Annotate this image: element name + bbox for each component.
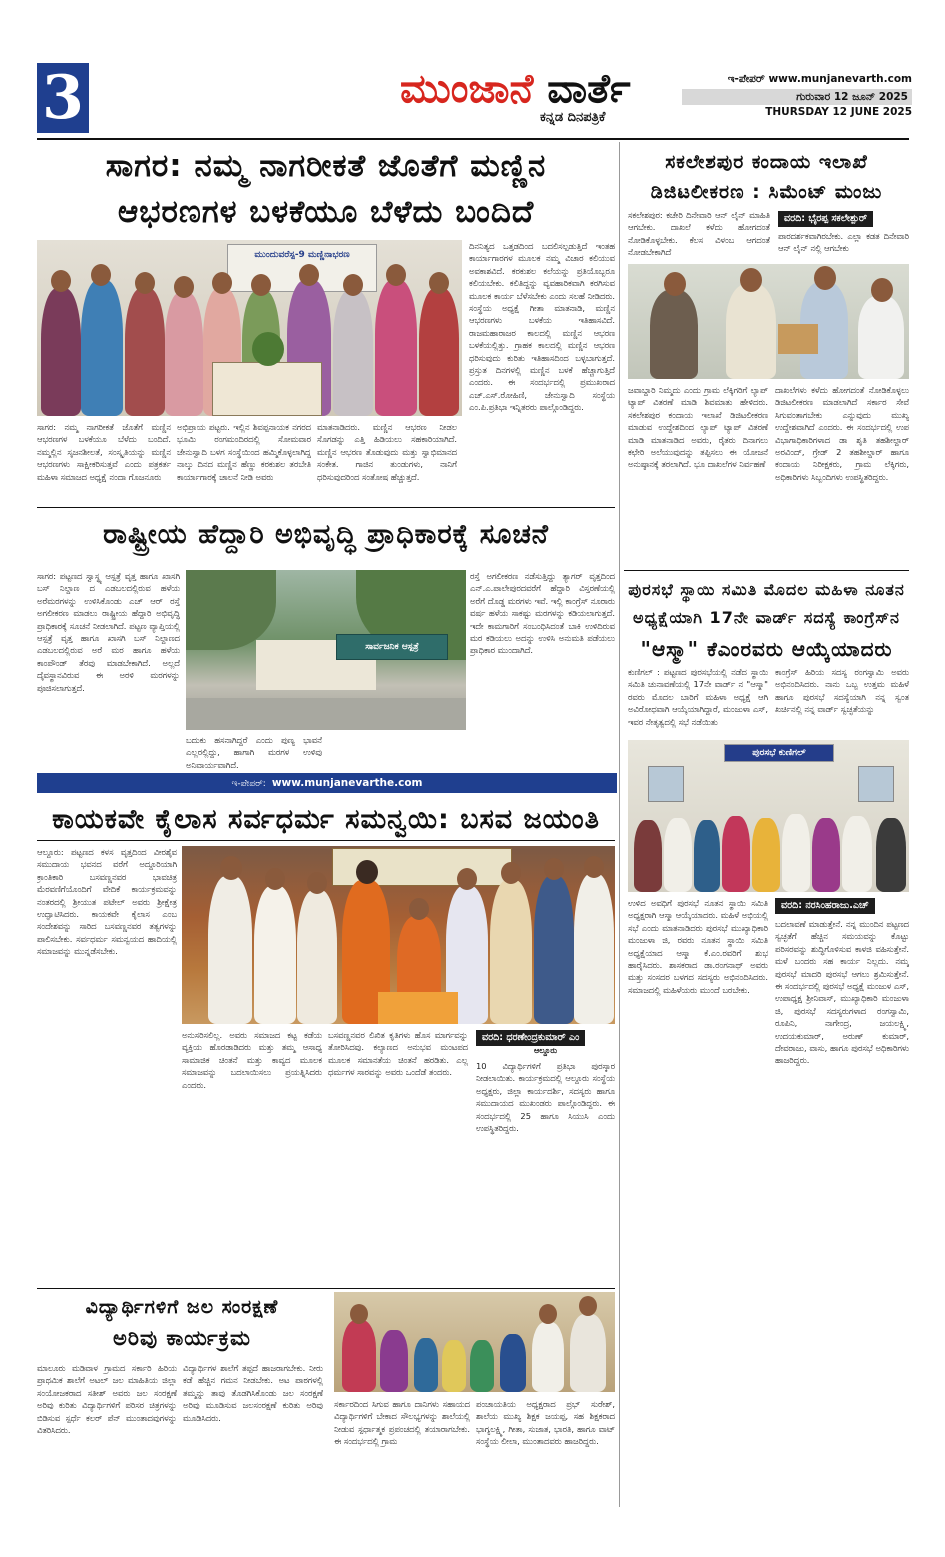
story2-photo [628,264,909,379]
title-red: ಮುಂಜಾನೆ [400,66,534,112]
story3-col2: ಬದುಕು ಹಸನಾಗಿದ್ದರೆ ಎಂದು ಪುಣ್ಯ ಭಾವನೆ ಎಲ್ಲರಲ್ಲಿದ್ದು, ಹಾಗಾಗಿ ಮರಗಳ ಉಳಿವು ಅನಿವಾರ್ಯವಾಗಿದೆ. [186,735,322,770]
story4-photo [182,846,615,1024]
story4-col2: ಅನುಸರಿಸಲಿಲ್ಲ. ಅವರು ಸಮಾಜದ ಕಟ್ಟ ಕಡೆಯ ವ್ಯಕ್ತಿಯ ಹೊರಡಾಡಿದರು ಮತ್ತು ತಮ್ಮ ಆಸಾಧ್ಯ ಸಾಮಾಜಿಕ ಚಿಂತನೆ ಮತ್ತು ಕಾವ್ಯದ ಮೂಲಕ ಸಮಾಜವನ್ನು ಬದಲಾಯಿಸಲು ಪ್ರಯತ್ನಿಸಿದರು ಎಂದರು. [182,1030,322,1090]
story5-headline-line3: "ಆಸ್ಮಾ" ಕೆಎಂರವರು ಆಯ್ಕೆಯಾದರು [640,637,893,661]
story4-byline: ವರದಿ: ಧರಣೇಂದ್ರಕುಮಾರ್ ಎಂ [476,1030,585,1046]
story4-byline-sub: ಆಲ್ದೂರು [533,1046,558,1055]
story2-byline: ವರದಿ: ಭೈರಪ್ಪ ಸಕಲೇಶ್ಪುರ್ [778,211,873,227]
story5-col1: ಉಳಿದ ಅವಧಿಗೆ ಪುರಸಭೆ ನೂತನ ಸ್ಥಾಯಿ ಸಮಿತಿ ಅಧ್ಯಕ್ಷರಾಗಿ ಆಸ್ಮಾ ಆಯ್ಕೆಯಾದರು. ಮಹಿಳೆ ಅಭಿಯಲ್ಲಿ ಸಭೆ ಎಂದು ಮಾತನಾಡಿದರು ಪುರಸಭೆ ಮುಖ್ಯಾಧಿಕಾರಿ ಮಂಜುಳಾ ಜಿ, ರವರು ನೂತನ ಸ್ಥಾಯಿ ಸಮಿತಿ ಅಧ್ಯಕ್ಷೆಯಾದ ಆಸ್ಮಾ ಕೆ.ಎಂ.ರವರಿಗೆ ಶುಭ ಹಾರೈಸಿದರು. ಶಾಸಕರಾದ ಡಾ.ರಂಗನಾಥ್ ಅವರು ಮತ್ತು ಸಂಸದರ ಬಳಗದ ಸದಸ್ಯರು ಅಭಿನಂದಿಸಿದರು. ಸಮಾಜದಲ್ಲಿ ಮಹಿಳೆಯರು ಮುಂದೆ ಬರಬೇಕು. [628,898,768,995]
story1-headline-line2: ಆಭರಣಗಳ ಬಳಕೆಯೂ ಬೆಳೆದು ಬಂದಿದೆ [117,194,535,230]
story4-rule [37,840,615,841]
masthead-rule [37,138,909,140]
story4-bottom-rule [37,1288,615,1289]
story4-col4: 10 ವಿದ್ಯಾರ್ಥಿಗಳಿಗೆ ಪ್ರತಿಭಾ ಪುರಸ್ಕಾರ ನೀಡಲಾಯಿತು. ಕಾರ್ಯಕ್ರಮದಲ್ಲಿ ಆಲ್ದೂರು ಸಂಸ್ಥೆಯ ಅಧ್ಯಕ್ಷರು, ಜಿಲ್ಲಾ ಕಾರ್ಯದರ್ಶಿ, ಸದಸ್ಯರು ಹಾಗೂ ಸಮುದಾಯದ ಮುಖಂಡರು ಪಾಲ್ಗೊಂಡಿದ್ದರು. ಈ ಸಂದರ್ಭದಲ್ಲಿ 25 ಹಾಗೂ ಸಿಯುಸಿ ಎಂದು ಉಪಸ್ಥಿತರಿದ್ದರು. [476,1061,615,1134]
story4-col3: ಬಸವಣ್ಣನವರ ಲಿಖಿತ ಕೃತಿಗಳು ಹೊಸ ಮಾರ್ಗವನ್ನು ತೋರಿಸಿದವು. ಕಲ್ಯಾಣದ ಅನುಭವ ಮಂಟಪದ ಮೂಲಕ ಸಮಾನತೆಯ ಚಿಂತನೆ ಹರಡಿತು. ಎಲ್ಲ ಧರ್ಮಗಳ ಸಾರವನ್ನು ಅವರು ಒಂದೆಡೆ ತಂದರು. [328,1030,468,1078]
epaper-label: ಇ-ಪೇಪರ್: [231,779,266,789]
story5-col2-top: ಕಾಂಗ್ರೆಸ್ ಹಿರಿಯ ಸದಸ್ಯ ರಂಗಸ್ವಾಮಿ ಅವರು ಅಭಿನಂದಿಸಿದರು. ನಾನು ಒಬ್ಬ ಉತ್ತಮ ಮಹಿಳೆ ಹಾಗೂ ಪುರಸಭೆ ಸದಸ್ಯೆಯಾಗಿ ನನ್ನ ಸ್ವಂತ ಖರ್ಚಿನಲ್ಲಿ ನನ್ನ ವಾರ್ಡ್ ಸ್ವಚ್ಛತೆಯನ್ನು [775,667,909,715]
story2-col2: ದಾಖಲೆಗಳು ಕಳೆದು ಹೋಗದಂತೆ ನೋಡಿಕೊಳ್ಳಲು ಡಿಜಿಟಲೀಕರಣ ಮಾಡಲಾಗಿದೆ ಸರ್ಕಾರ ಸೇವೆ ಸಿಗುವಂತಾಗಬೇಕು ಎನ್ನುವುದು ಮುಖ್ಯ ಉದ್ದೇಶವಾಗಿದೆ ಎಂದರು. ಈ ಸಂದರ್ಭದಲ್ಲಿ ಉಪ ವಿಭಾಗಾಧಿಕಾರಿಗಳಾದ ಡಾ ಶೃತಿ ತಹಶೀಲ್ದಾರ್ ಅರವಿಂದ್, ಗ್ರೇಡ್ 2 ತಹಶೀಲ್ದಾರ್ ಹಾಗೂ ಕಂದಾಯ ನಿರೀಕ್ಷಕರು, ಗ್ರಾಮ ಲೆಕ್ಕಿಗರು, ಅಧಿಕಾರಿಗಳು ಸಿಬ್ಬಂದಿಗಳು ಉಪಸ್ಥಿತರಿದ್ದರು. [775,385,909,482]
story5-col1-top: ಕುಣಿಗಲ್ : ಪಟ್ಟಣದ ಪುರಸಭೆಯಲ್ಲಿ ನಡೆದ ಸ್ಥಾಯಿ ಸಮಿತಿ ಚುನಾವಣೆಯಲ್ಲಿ 17ನೇ ವಾರ್ಡ್ ನ "ಆಸ್ಮಾ" ರವರು ಮೊದಲ ಬಾರಿಗೆ ಮಹಿಳಾ ಅಧ್ಯಕ್ಷೆ ಆಗಿ ಅವಿರೋಧವಾಗಿ ಆಯ್ಕೆಯಾಗಿದ್ದಾರೆ, ಮಂಜುಳಾ ಎಸ್, ಇವರ ನೇತೃತ್ವದಲ್ಲಿ ಸಭೆ ನಡೆಯಿತು [628,667,768,727]
epaper-bar[interactable] [37,773,617,793]
story6-photo [334,1292,615,1392]
story6-col2: ವಿದ್ಯಾರ್ಥಿಗಳ ಶಾಲೆಗೆ ತಪ್ಪದೆ ಹಾಜರಾಗಬೇಕು. ನೀರು ಕಡೆ ಹೆಚ್ಚಿನ ಗಮನ ನೀಡಬೇಕು. ಅಟ ಪಾಠಗಳಲ್ಲಿ ತಮ್ಮನ್ನು ತಾವು ತೊಡಗಿಸಿಕೊಂಡು ಜಲ ಸಂರಕ್ಷಣೆ ಅರಿವು ಮೂಡಿಸುವ ಜಲಸಂರಕ್ಷಣೆ ಕುರಿತು ಅರಿವು ಮೂಡಿಸಿದರು. [183,1363,323,1423]
date-english: THURSDAY 12 JUNE 2025 [765,106,912,118]
story2-col1-top: ಸಕಲೇಶಪುರ: ಕಚೇರಿ ದಿನೇವಾರಿ ಆನ್ ಲೈನ್ ಮಾಹಿತಿ ಆಗಬೇಕು. ದಾಖಲೆ ಕಳೆದು ಹೋಗದಂತೆ ನೋಡಿಕೊಳ್ಳಬೇಕು. ಕೆಲಸ ವಿಳಂಬ ಆಗದಂತೆ ನೋಡಬೇಕಾಗಿದೆ [628,210,770,258]
story6-col1: ಮಾಲೂರು ಮಡಿವಾಳ ಗ್ರಾಮದ ಸರ್ಕಾರಿ ಹಿರಿಯ ಪ್ರಾಥಮಿಕ ಶಾಲೆಗೆ ಅಟಲ್ ಜಲ ಮಾಹಿತಿಯ ಜಿಲ್ಲಾ ಸಂಯೋಜಕರಾದ ಸತೀಶ್ ಅವರು ಜಲ ಸಂರಕ್ಷಣೆ ಅರಿವು ಕುರಿತು ವಿದ್ಯಾರ್ಥಿಗಳಿಗೆ ಪರಿಸರ ಚಿತ್ರಗಳನ್ನು ಬಿಡಿಸುವ ಸ್ಪರ್ಧೆ ಕಲರ್ ಪೆನ್ ಮುಂತಾದವುಗಳನ್ನು ವಿತರಿಸಿದರು. [37,1363,177,1436]
story6-col4: ಪಂಚಾಯತಿಯ ಅಧ್ಯಕ್ಷರಾದ ಪ್ರಭ್ ಸುರೇಶ್, ಶಾಲೆಯ ಮುಖ್ಯ ಶಿಕ್ಷಕ ಜಯಪ್ಪ, ಸಹ ಶಿಕ್ಷಕರಾದ ಭಾಗ್ಯಲಕ್ಷ್ಮಿ, ಗೀತಾ, ಸುಜಾತ, ಭಾರತಿ, ಹಾಗೂ ವಾಟ್ ಸಂಸ್ಥೆಯ ಲೀಲಾ, ಮುಂತಾದವರು ಹಾಜರಿದ್ದರು. [476,1399,615,1447]
story3-col3: ರಸ್ತೆ ಅಗಲೀಕರಣ ನಡೆಸುತ್ತಿದ್ದು ತ್ಯಾಗರ್ ವೃತ್ತದಿಂದ ಎನ್.ಎ.ಪಾಲೇಪುರದವರೆಗೆ ಹೆದ್ದಾರಿ ವಿಸ್ತರಣೆಯಲ್ಲಿ ಅರೆಗೆ ದೊಡ್ಡ ಮರಗಳು ಇವೆ. ಇಲ್ಲಿ ಕಾಂಗ್ರೆಸ್ ನೂರಾರು ವರ್ಷ ಹಳೆಯ ಸಾಕಷ್ಟು ಮರಗಳನ್ನು ಕಡಿಯಲಾಗುತ್ತದೆ. ಇದೇ ಕಾಮಗಾರಿಗೆ ಸಂಬಂಧಿಸಿದಂತೆ ಬಾಕಿ ಉಳಿದಿರುವ ಮರ ಕಡಿಯಲು ಅದನ್ನು ಉಳಿಸಿ ಅನುಮತಿ ಪಡೆಯಲು ಪ್ರಾಧಿಕಾರ ಮುಂದಾಗಿದೆ. [470,571,615,656]
page-number: 3 [37,63,89,133]
story2-rule [624,570,909,571]
masthead-url[interactable]: ಇ-ಪೇಪರ್ www.munjanevarth.com [727,73,912,85]
story1-photo [37,240,462,416]
story5-col2: ಬದಲಾವಣೆ ಮಾಡುತ್ತೇನೆ. ನನ್ನ ಮುಂದಿನ ಪಟ್ಟಣದ ಸ್ವಚ್ಛತೆಗೆ ಹೆಚ್ಚಿನ ಸಮಯವನ್ನು ಕೊಟ್ಟು ಪರಿಸರವನ್ನು ಶುದ್ಧಿಗೊಳಿಸುವ ಕಾಳಜಿ ವಹಿಸುತ್ತೇನೆ. ಮಳೆ ಬಂದರು ಸಹ ಕಾರ್ಯ ನಿಲ್ಲದು. ನಮ್ಮ ಪುರಸಭೆ ಮಾದರಿ ಪುರಸಭೆ ಆಗಲು ಶ್ರಮಿಸುತ್ತೇನೆ. ಈ ಸಂದರ್ಭದಲ್ಲಿ ಪುರಸಭೆ ಅಧ್ಯಕ್ಷೆ ಮಂಜುಳ ಎಸ್, ಉಪಾಧ್ಯಕ್ಷ ಶ್ರೀನಿವಾಸ್, ಮುಖ್ಯಾಧಿಕಾರಿ ಮಂಜುಳಾ ಜಿ, ಪುರಸಭೆ ಸದಸ್ಯರುಗಳಾದ ರಂಗಸ್ವಾಮಿ, ರೂಪಿನಿ, ನಾಗೇಂದ್ರ, ಜಯಲಕ್ಷ್ಮಿ, ಉದಯಕುಮಾರ್, ಅರುಣ್ ಕುಮಾರ್, ದೇವರಾಜು, ವಾಸು, ಹಾಗೂ ಪುರಸಭೆ ಅಧಿಕಾರಿಗಳು ಹಾಜರಿದ್ದರು. [775,919,909,1066]
masthead-info [682,72,912,119]
story4-headline: ಕಾಯಕವೇ ಕೈಲಾಸ ಸರ್ವಧರ್ಮ ಸಮನ್ವಯಿ: ಬಸವ ಜಯಂತಿ [52,804,600,835]
story1-col1: ಸಾಗರ: ನಮ್ಮ ನಾಗರೀಕತೆ ಜೊತೆಗೆ ಮಣ್ಣಿನ ಆಭರಣಗಳ ಬಳಕೆಯೂ ಬೆಳೆದು ಬಂದಿದೆ. ನಮ್ಮಲ್ಲಿನ ಸೃಜನಶೀಲತೆ, ಸಂಸ್ಕೃತಿಯನ್ನು ಮಣ್ಣಿನ ಆಭರಣಗಳು ಸಾಕ್ಷೀಕರಿಸುತ್ತವೆ ಎಂದು ಪತ್ರಕರ್ತ ಮಹಿಳಾ ಸಮಾಜದ ಅಧ್ಯಕ್ಷೆ ನಂದಾ ಗೊಜನೂರು [37,422,171,482]
newspaper-subtitle: ಕನ್ನಡ ದಿನಪತ್ರಿಕೆ [540,110,606,125]
story3-headline: ರಾಷ್ಟ್ರೀಯ ಹೆದ್ದಾರಿ ಅಭಿವೃದ್ಧಿ ಪ್ರಾಧಿಕಾರಕ್ಕೆ ಸೂಚನೆ [103,519,549,550]
title-black: ವಾರ್ತೆ [547,66,631,112]
story5-byline: ವರದಿ: ನರಸಿಂಹರಾಜು.ಎಚ್ [775,898,875,914]
story3-col1: ಸಾಗರ: ಪಟ್ಟಣದ ಸ್ವಾಸ್ಥ್ಯ ಆಸ್ಪತ್ರೆ ವೃತ್ತ ಹಾಗೂ ಖಾಸಗಿ ಬಸ್ ನಿಲ್ದಾಣ ದ ಎಡಬಲದಲ್ಲಿರುವ ಹಳೆಯ ಅರೆಮರಗಳನ್ನು ಉಳಿಸಿಕೊಂಡು ಎಚ್ ಆರ್ ರಸ್ತೆ ಅಗಲೀಕರಣ ಮಾಡಲು ರಾಷ್ಟ್ರೀಯ ಹೆದ್ದಾರಿ ಅಭಿವೃದ್ಧಿ ಪ್ರಾಧಿಕಾರಕ್ಕೆ ಸೂಚನೆ ನೀಡಲಾಗಿದೆ. ಪಟ್ಟಣ ವ್ಯಾಪ್ತಿಯಲ್ಲಿ ಆಸ್ಪತ್ರೆ ವೃತ್ತ ಹಾಗೂ ಖಾಸಗಿ ಬಸ್ ನಿಲ್ದಾಣದ ಎಡಬಲದಲ್ಲಿರುವ ಅರೆ ಮರ ಹಾಗೂ ಹಳೆಯ ಕಾಂಪೌಂಡ್ ತೆರವು ಮಾಡಬೇಕಾಗಿದೆ. ಅಲ್ಲದೆ ದೈವಸ್ಥಾನವಿರುವ ಈ ಅರಳಿ ಮರಗಳನ್ನು ಪೂಜಿಸಲಾಗುತ್ತದೆ. [37,571,180,693]
story6-col3: ಸರ್ಕಾರದಿಂದ ಸಿಗುವ ಹಾಗೂ ದಾನಿಗಳು ಸಹಾಯದ ವಿದ್ಯಾರ್ಥಿಗಳಿಗೆ ಬೇಕಾದ ಸೌಲಭ್ಯಗಳನ್ನು ಶಾಲೆಯಲ್ಲಿ ನೀಡುವ ಸ್ಪರ್ಧಾತ್ಮಕ ಪ್ರಪಂಚದಲ್ಲಿ ತಯಾರಾಗಬೇಕು. ಈ ಸಂದರ್ಭದಲ್ಲಿ ಗ್ರಾಮ [334,1399,470,1447]
story2-col1: ಜವಾಬ್ದಾರಿ ನಿಮ್ಮದು ಎಂದು ಗ್ರಾಮ ಲೆಕ್ಕಿಗರಿಗೆ ಲ್ಯಾಪ್ ಟ್ಯಾಪ್ ವಿತರಣೆ ಮಾಡಿ ಶಿವಮಾತು ಹೇಳಿದರು. ಸಕಲೇಶಪುರ ಕಂದಾಯ ಇಲಾಖೆ ಡಿಜಿಟಲೀಕರಣ ಮಾಡುವ ಉದ್ದೇಶದಿಂದ ಲ್ಯಾಪ್ ಟ್ಯಾಪ್ ವಿತರಣೆ ಮಾಡಿ ಮಾತನಾಡಿದ ಅವರು, ರೈತರು ದಿನಾಗಲು ಕಛೇರಿ ಅಲೆಯುವುದನ್ನು ತಪ್ಪಿಸಲು ಈ ಯೋಜನೆ ಅನುಷ್ಠಾನಕ್ಕೆ ತರಲಾಗಿದೆ. ಭೂ ದಾಖಲೆಗಳ ನಿರ್ವಹಣೆ [628,385,768,470]
column-divider [619,142,620,1507]
story5-headline-line2: ಅಧ್ಯಕ್ಷೆಯಾಗಿ 17ನೇ ವಾರ್ಡ್ ಸದಸ್ಯೆ ಕಾಂಗ್ರೆಸ್‌ನ [633,608,900,627]
story1-photo-banner: ಮುಂದುವರೆಸ್ಪ-9 ಮಣ್ಣಿನಾಭರಣ [227,244,377,292]
story6-headline-line2: ಅರಿವು ಕಾರ್ಯಕ್ರಮ [113,1326,251,1350]
story1-col3: ಮಾತನಾಡಿದರು. ಮಣ್ಣಿನ ಆಭರಣ ನೀಡಲ ಸೊಗಡನ್ನು ಎತ್ತಿ ಹಿಡಿಯಲು ಸಹಕಾರಿಯಾಗಿದೆ. ಮಣ್ಣಿನ ಆಭರಣ ತೊಡುವುದು ಮತ್ತು ಸ್ವಾಭಿಮಾನದ ಸಂಕೇತ. ಗಾಜಿನ ತುಂಡುಗಳು, ನಾನಿಗೆ ಧರಿಸುವುದರಿಂದ ಸಂತೋಷ ಹೆಚ್ಚುತ್ತದೆ. [317,422,457,482]
story6-headline-line1: ವಿದ್ಯಾರ್ಥಿಗಳಿಗೆ ಜಲ ಸಂರಕ್ಷಣೆ [85,1296,279,1318]
story2-col2-top: ಪಾರದರ್ಶಕವಾಗಿರಬೇಕು. ಎಲ್ಲಾ ಕಡತ ದಿನೇವಾರಿ ಆನ್ ಲೈನ್ ನಲ್ಲಿ ಆಗಬೇಕು [778,231,909,254]
story3-sign: ಸಾರ್ವಜನಿಕ ಆಸ್ಪತ್ರೆ [336,634,448,660]
epaper-url: www.munjanevarthe.com [271,777,423,789]
story5-photo-banner: ಪುರಸಭೆ ಕುಣಿಗಲ್ [724,744,834,762]
newspaper-title [400,66,631,112]
story4-col1: ಆಲ್ದೂರು: ಪಟ್ಟಣದ ಕಳಸ ವೃತ್ತದಿಂದ ವೀರಶೈವ ಸಮುದಾಯ ಭವನದ ವರೆಗೆ ಅದ್ದೂರಿಯಾಗಿ ಕ್ರಾಂತಿಕಾರಿ ಬಸವಣ್ಣನವರ ಭಾವಚಿತ್ರ ಮೆರವಣಿಗೆಯೊಂದಿಗೆ ವೇದಿಕೆ ಕಾರ್ಯಕ್ರಮವನ್ನು ನಂತರದಲ್ಲಿ ಶ್ರೀಯುತ ಪಟೇಲ್ ಅವರು ಶ್ರೀಕ್ಷೇತ್ರ ಉದ್ಘಾಟಿಸಿದರು. ಕಾಯಕವೇ ಕೈಲಾಸ ಎಂಬ ಸಂದೇಶವನ್ನು ಸಾರಿದ ಬಸವಣ್ಣನವರ ತತ್ವಗಳನ್ನು ಪಾಲಿಸಬೇಕು. ಸರ್ವಧರ್ಮ ಸಮನ್ವಯದ ಹಾದಿಯಲ್ಲಿ ಸಮಾಜವನ್ನು ಮುನ್ನಡೆಸಬೇಕು. [37,847,177,957]
story5-photo [628,740,909,892]
story1-col4: ದಿನನಿತ್ಯದ ಒತ್ತಡದಿಂದ ಬದಲಿಸಲ್ಪಡುತ್ತಿದೆ ಇಂತಹ ಕಾರ್ಯಾಗಾರಗಳ ಮೂಲಕ ನಮ್ಮ ವಿಚಾರ ಕಲಿಯುವ ಅವಕಾಶವಿದೆ. ಕರಕುಶಲ ಕಲೆಯನ್ನು ಪ್ರತಿಯೊಬ್ಬರೂ ಕಲಿಯಬೇಕು. ಕಲಿತಿದ್ದನ್ನು ವ್ಯವಹಾರಿಕವಾಗಿ ಕರಗಿಸುವ ಮೂಲಕ ಕಾರ್ಯ ಬೆಳೆಸಬೇಕು ಎಂದು ಸಲಹೆ ನೀಡಿದರು. ಸಂಸ್ಥೆಯ ಅಧ್ಯಕ್ಷೆ ಗೀತಾ ಮಾತನಾಡಿ, ಮಣ್ಣಿನ ಆಭರಣಗಳು ಬಳಕೆಯ ಇತಿಹಾಸವಿದೆ. ರಾಜಮಹಾರಾಜರ ಕಾಲದಲ್ಲಿ ಮಣ್ಣಿನ ಆಭರಣ ಬಳಕೆಯಲ್ಲಿತ್ತು. ಗ್ರಾಹಕ ಕಾಲದಲ್ಲಿ ಮಣ್ಣಿನ ಆಭರಣ ಧರಿಸುವುದು ಕುರಿತು ಇತಿಹಾಸದಿಂದ ಬಳ್ಳಬಾಗುತ್ತದೆ. ಪ್ರಸ್ತುತ ದಿನಗಳಲ್ಲಿ ಮಣ್ಣಿನ ಬಳಕೆ ಹೆಚ್ಚಾಗುತ್ತಿದೆ ಎಂದರು. ಈ ಸಂದರ್ಭದಲ್ಲಿ ಪ್ರಮುಖರಾದ ಎಚ್.ಎಸ್.ರೋಹಿಣಿ, ಜೇನುಸ್ವಾದಿ ಸಂಸ್ಥೆಯ ಎಂ.ಪಿ.ಪ್ರತಿಭಾ ಇನ್ನಿತರರು ಪಾಲ್ಗೊಂಡಿದ್ದರು. [469,241,615,413]
story2-headline-line2: ಡಿಜಿಟಲೀಕರಣ : ಸಿಮೆಂಟ್ ಮಂಜು [650,181,883,203]
story1-col2: ಅಭಿಪ್ರಾಯ ಪಟ್ಟರು. ಇಲ್ಲಿನ ಶಿವಪ್ಪನಾಯಕ ನಗರದ ಭೂಮಿ ರಂಗಮಂದಿರದಲ್ಲಿ ಸೋಮವಾರ ಜೇನುಸ್ವಾದಿ ಬಳಗ ಸಂಸ್ಥೆಯಿಂದ ಹಮ್ಮಿಕೊಳ್ಳಲಾಗಿದ್ದ ನಾಲ್ಕು ದಿನದ ಮಣ್ಣಿನ ಹೆಣ್ಣು ಕರಕುಶಲ ತರಬೇತಿ ಕಾರ್ಯಾಗಾರಕ್ಕೆ ಚಾಲನೆ ನೀಡಿ ಅವರು [177,422,311,482]
date-kannada: ಗುರುವಾರ 12 ಜೂನ್ 2025 [682,89,912,105]
story1-rule [37,507,615,508]
story1-headline-line1: ಸಾಗರ: ನಮ್ಮ ನಾಗರೀಕತೆ ಜೊತೆಗೆ ಮಣ್ಣಿನ [105,148,547,184]
story2-headline-line1: ಸಕಲೇಶಪುರ ಕಂದಾಯ ಇಲಾಖೆ [665,151,868,173]
story3-photo [186,570,466,730]
story5-headline-line1: ಪುರಸಭೆ ಸ್ಥಾಯಿ ಸಮಿತಿ ಮೊದಲ ಮಹಿಳಾ ನೂತನ [628,580,905,599]
